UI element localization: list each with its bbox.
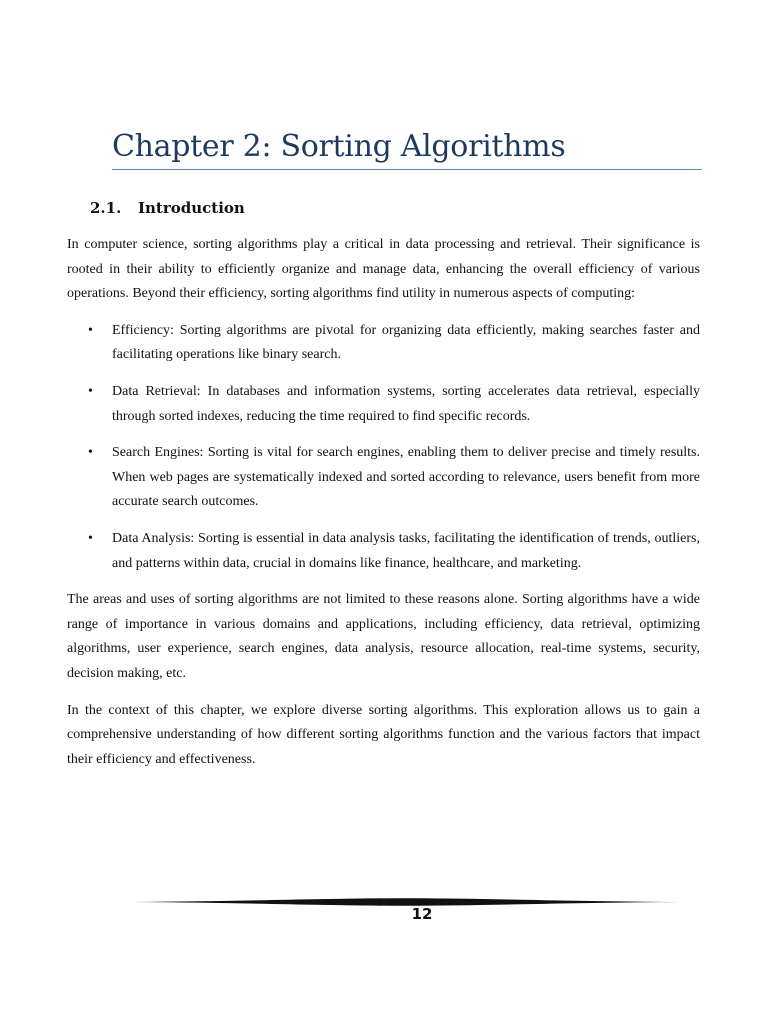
- bullet-icon: •: [88, 383, 93, 399]
- section-number: 2.1.: [90, 199, 122, 217]
- list-item: [67, 380, 700, 429]
- chapter-title: Chapter 2: Sorting Algorithms: [112, 129, 566, 164]
- list-item: [67, 319, 700, 368]
- body-content: [67, 233, 700, 784]
- list-item-text: Data Analysis: Sorting is essential in data analysis tasks, facilitating the identification of trends, outliers, and patterns within data, crucial in domains like finance, healthcare, and marketing.: [112, 530, 700, 571]
- list-item-text: Data Retrieval: In databases and information systems, sorting accelerates data retrieval, especially through sorted indexes, reducing the time required to find specific records.: [112, 383, 700, 424]
- page-number: 12: [411, 905, 433, 923]
- list-item-text: Search Engines: Sorting is vital for search engines, enabling them to deliver precise and timely results. When web pages are systematically indexed and sorted according to relevance, users benefit from more accurate search outcomes.: [112, 445, 700, 510]
- bullet-icon: •: [88, 530, 93, 546]
- section-title: Introduction: [138, 199, 245, 217]
- list-item: [67, 441, 700, 515]
- context-paragraph: In the context of this chapter, we explore diverse sorting algorithms. This exploration allows us to gain a comprehensive understanding of how different sorting algorithms function and the various factors that impact their efficiency and effectiveness.: [67, 702, 700, 767]
- list-item-text: Efficiency: Sorting algorithms are pivotal for organizing data efficiently, making searches faster and facilitating operations like binary search.: [112, 322, 700, 363]
- bullet-icon: •: [88, 322, 93, 338]
- list-item: [67, 527, 700, 576]
- section-heading: [90, 199, 245, 217]
- areas-paragraph: The areas and uses of sorting algorithms are not limited to these reasons alone. Sorting algorithms have a wide range of importance in various domains and applications, including efficiency, data retrieval, optimizing algorithms, user experience, search engines, data analysis, resource allocation, real-time systems, security, decision making, etc.: [67, 592, 700, 681]
- bullet-icon: •: [88, 445, 93, 461]
- title-underline: [112, 169, 702, 170]
- intro-paragraph: In computer science, sorting algorithms play a critical in data processing and retrieval. Their significance is rooted in their ability to efficiently organize and manage data, enhancing the overall efficiency of various operations. Beyond their efficiency, sorting algorithms find utility in numerous aspects of computing:: [67, 237, 700, 302]
- bullet-list: [67, 319, 700, 576]
